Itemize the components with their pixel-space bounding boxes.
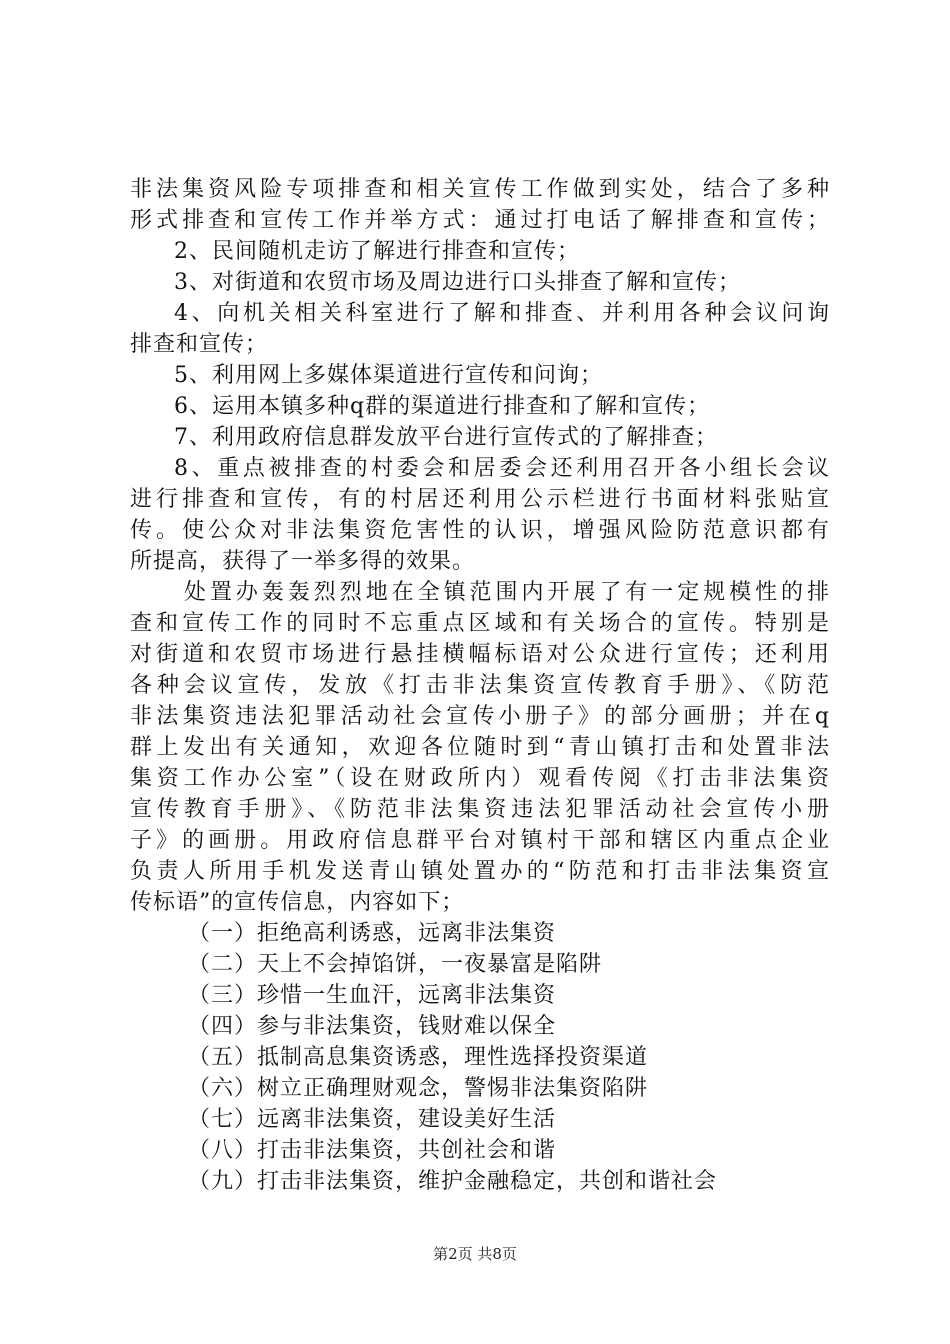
text-line: 传标语”的宣传信息，内容如下； — [130, 890, 465, 915]
text-line: 4、向机关相关科室进行了解和排查、并利用各种会议问询 — [174, 301, 830, 326]
text-line: 3、对街道和农贸市场及周边进行口头排查了解和宣传； — [174, 270, 741, 295]
text-line: 各种会议宣传，发放《打击非法集资宣传教育手册》、《防范 — [130, 673, 830, 698]
text-line: 排查和宣传； — [130, 332, 269, 357]
text-line: 2、民间随机走访了解进行排查和宣传； — [174, 239, 580, 264]
slogan-item: （二）天上不会掉馅饼，一夜暴富是陷阱 — [188, 952, 603, 977]
slogan-item: （四）参与非法集资，钱财难以保全 — [188, 1014, 557, 1039]
slogan-item: （六）树立正确理财观念，警惕非法集资陷阱 — [188, 1076, 649, 1101]
text-line: 传。使公众对非法集资危害性的认识，增强风险防范意识都有 — [130, 518, 830, 543]
text-line: 对街道和农贸市场进行悬挂横幅标语对公众进行宣传；还利用 — [130, 642, 830, 667]
text-line: 所提高，获得了一举多得的效果。 — [130, 549, 476, 574]
text-line: 形式排查和宣传工作并举方式：通过打电话了解排查和宣传； — [130, 208, 830, 233]
text-line: 查和宣传工作的同时不忘重点区域和有关场合的宣传。特别是 — [130, 611, 830, 636]
text-line: 5、利用网上多媒体渠道进行宣传和问询； — [174, 363, 603, 388]
document-body — [130, 174, 830, 1197]
text-line: 7、利用政府信息群发放平台进行宣传式的了解排查； — [174, 425, 718, 450]
text-line: 8、重点被排查的村委会和居委会还利用召开各小组长会议 — [174, 456, 830, 481]
slogan-item: （一）拒绝高利诱惑，远离非法集资 — [188, 921, 557, 946]
slogan-item: （五）抵制高息集资诱惑，理性选择投资渠道 — [188, 1045, 649, 1070]
text-line: 6、运用本镇多种q群的渠道进行排查和了解和宣传； — [174, 394, 711, 419]
text-line: 处置办轰轰烈烈地在全镇范围内开展了有一定规模性的排 — [184, 580, 830, 605]
slogan-item: （八）打击非法集资，共创社会和谐 — [188, 1138, 557, 1163]
text-line: 负责人所用手机发送青山镇处置办的“防范和打击非法集资宣 — [130, 859, 830, 884]
text-line: 非法集资违法犯罪活动社会宣传小册子》的部分画册；并在q — [130, 704, 830, 729]
slogan-item: （三）珍惜一生血汗，远离非法集资 — [188, 983, 557, 1008]
text-line: 子》的画册。用政府信息群平台对镇村干部和辖区内重点企业 — [130, 828, 830, 853]
slogan-item: （七）远离非法集资，建设美好生活 — [188, 1107, 557, 1132]
text-line: 宣传教育手册》、《防范非法集资违法犯罪活动社会宣传小册 — [130, 797, 830, 822]
text-line: 群上发出有关通知，欢迎各位随时到“青山镇打击和处置非法 — [130, 735, 830, 760]
text-line: 集资工作办公室”（设在财政所内）观看传阅《打击非法集资 — [130, 766, 830, 791]
text-line: 进行排查和宣传，有的村居还利用公示栏进行书面材料张贴宣 — [130, 487, 830, 512]
page-number-footer: 第2页 共8页 — [433, 1245, 517, 1263]
slogan-item: （九）打击非法集资，维护金融稳定，共创和谐社会 — [188, 1169, 718, 1194]
text-line: 非法集资风险专项排查和相关宣传工作做到实处，结合了多种 — [130, 177, 830, 202]
